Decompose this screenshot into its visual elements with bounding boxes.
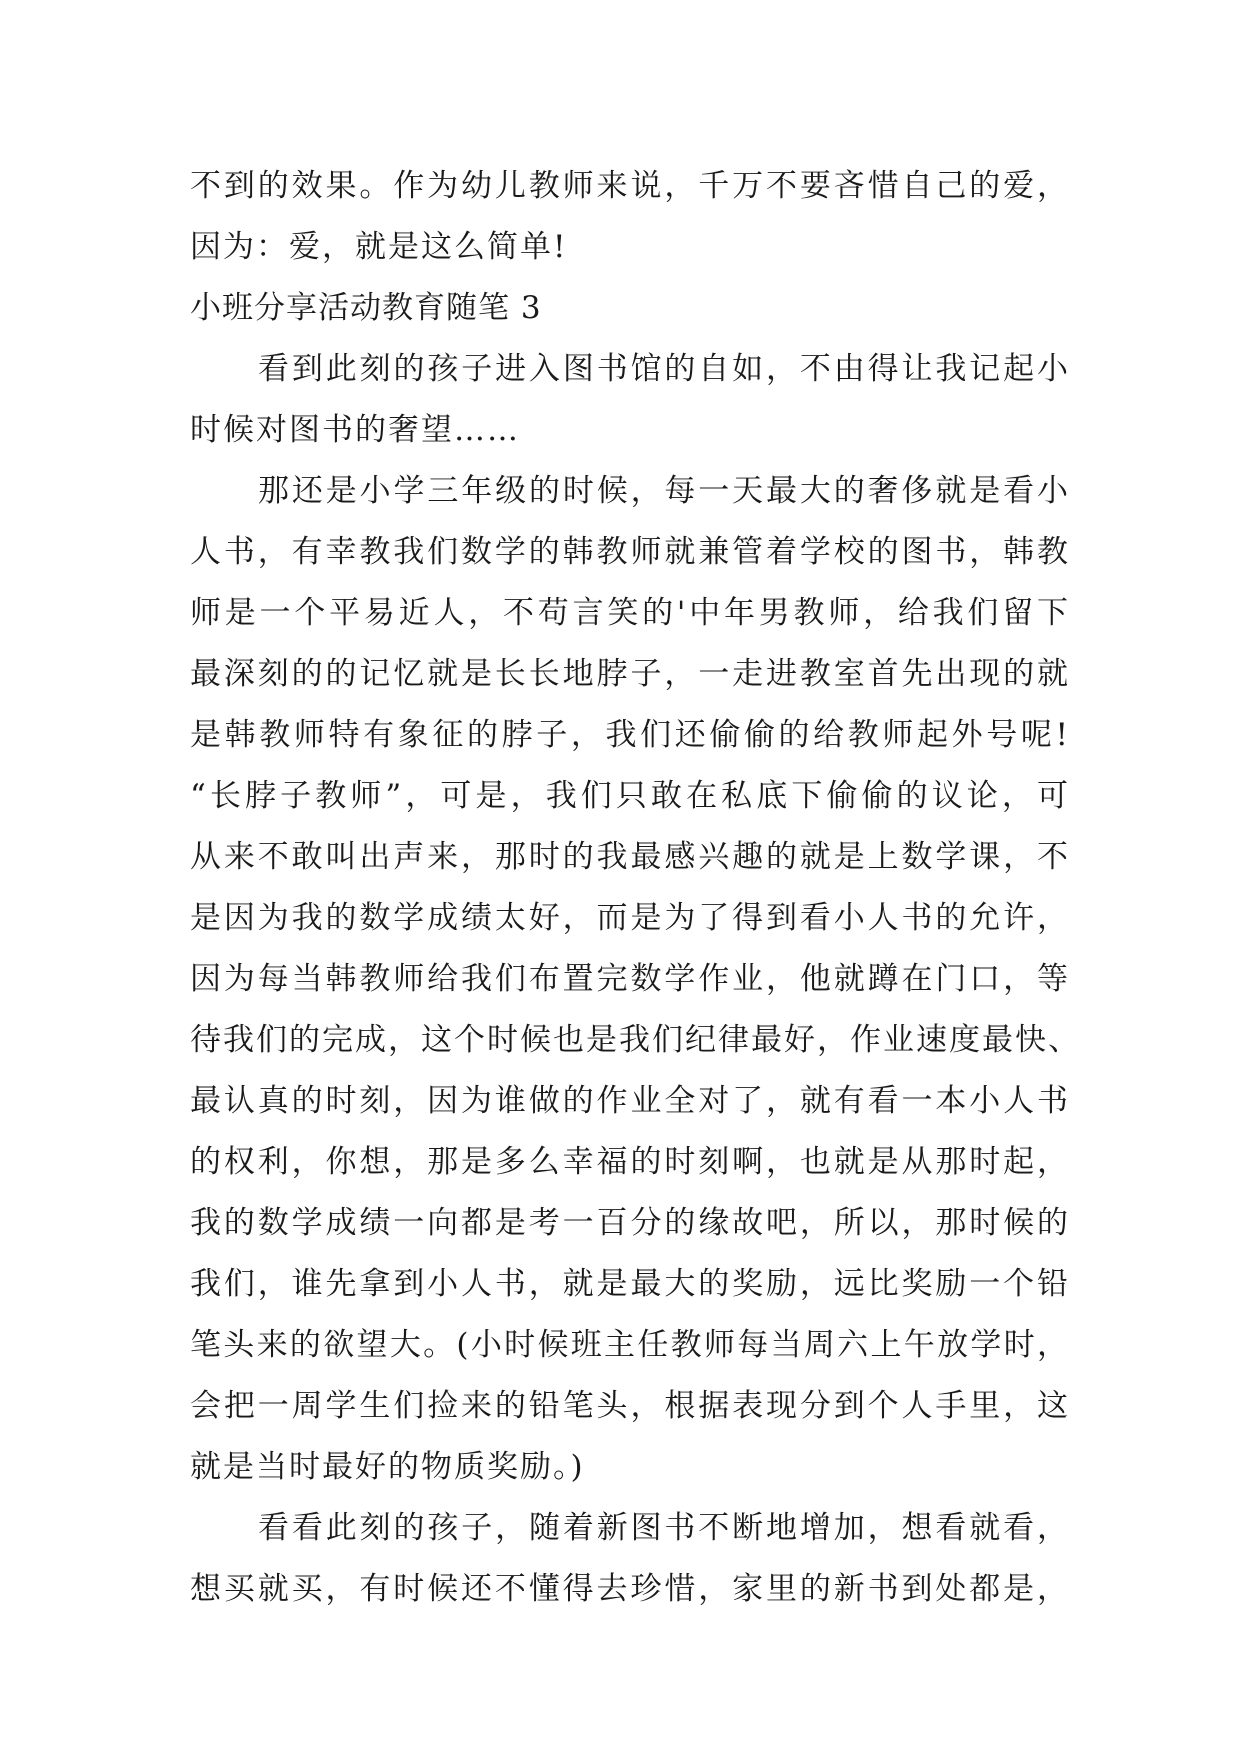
text-line: 那还是小学三年级的时候，每一天最大的奢侈就是看小 — [258, 473, 1070, 509]
text-line: 我们，谁先拿到小人书，就是最大的奖励，远比奖励一个铅 — [190, 1266, 1070, 1302]
section-heading: 小班分享活动教育随笔 3 — [190, 290, 542, 326]
text-line: 是因为我的数学成绩太好，而是为了得到看小人书的允许， — [190, 900, 1070, 936]
text-line: 待我们的完成，这个时候也是我们纪律最好，作业速度最快、 — [190, 1022, 1081, 1058]
text-line: 我的数学成绩一向都是考一百分的缘故吧，所以，那时候的 — [190, 1205, 1070, 1241]
text-line: 人书，有幸教我们数学的韩教师就兼管着学校的图书，韩教 — [190, 534, 1070, 570]
text-line: 看到此刻的孩子进入图书馆的自如，不由得让我记起小 — [258, 351, 1070, 387]
text-line: 因为每当韩教师给我们布置完数学作业，他就蹲在门口，等 — [190, 961, 1070, 997]
text-line: 是韩教师特有象征的脖子，我们还偷偷的给教师起外号呢! — [190, 717, 1070, 753]
text-line: 会把一周学生们捡来的铅笔头，根据表现分到个人手里，这 — [190, 1388, 1070, 1424]
text-line: 因为：爱，就是这么简单! — [190, 229, 568, 265]
text-line: 最认真的时刻，因为谁做的作业全对了，就有看一本小人书 — [190, 1083, 1070, 1119]
text-line: “长脖子教师”，可是，我们只敢在私底下偷偷的议论，可 — [190, 778, 1070, 814]
text-line: 从来不敢叫出声来，那时的我最感兴趣的就是上数学课，不 — [190, 839, 1070, 875]
text-line: 看看此刻的孩子，随着新图书不断地增加，想看就看， — [258, 1510, 1070, 1546]
text-line: 就是当时最好的物质奖励。) — [190, 1449, 585, 1485]
text-line: 不到的效果。作为幼儿教师来说，千万不要吝惜自己的爱， — [190, 168, 1070, 204]
text-line: 笔头来的欲望大。(小时候班主任教师每当周六上午放学时， — [190, 1327, 1070, 1363]
text-line: 最深刻的的记忆就是长长地脖子，一走进教室首先出现的就 — [190, 656, 1070, 692]
body-text — [190, 164, 1081, 1628]
text-line: 师是一个平易近人，不苟言笑的'中年男教师，给我们留下 — [190, 595, 1070, 631]
text-line: 时候对图书的奢望…… — [190, 412, 520, 448]
text-line: 想买就买，有时候还不懂得去珍惜，家里的新书到处都是， — [190, 1571, 1070, 1607]
text-line: 的权利，你想，那是多么幸福的时刻啊，也就是从那时起， — [190, 1144, 1070, 1180]
